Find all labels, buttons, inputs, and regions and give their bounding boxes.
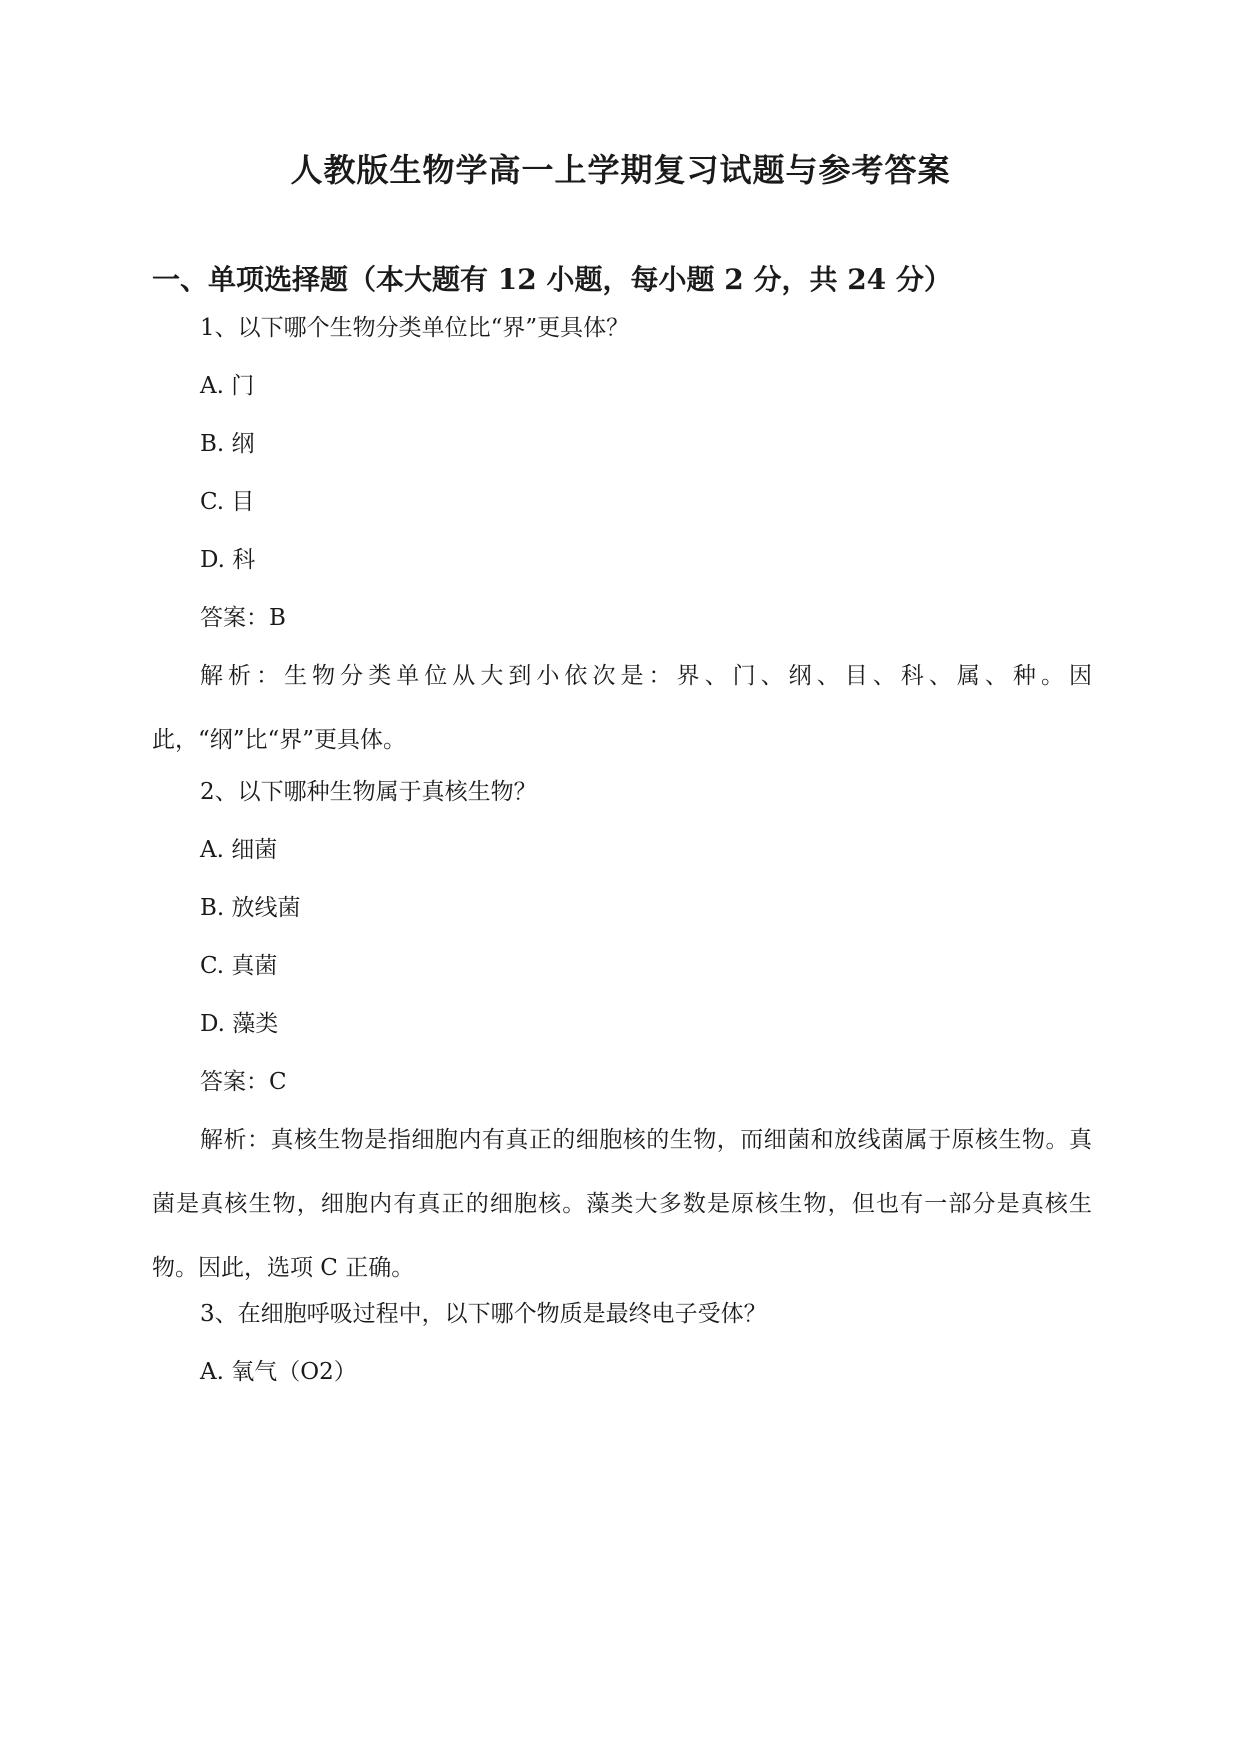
question-1-option-a: A. 门 bbox=[200, 373, 255, 399]
question-2-option-a: A. 细菌 bbox=[200, 837, 278, 863]
question-3-stem: 3、在细胞呼吸过程中，以下哪个物质是最终电子受体？ bbox=[200, 1301, 767, 1327]
question-2-stem: 2、以下哪种生物属于真核生物？ bbox=[200, 779, 537, 805]
question-1-stem: 1、以下哪个生物分类单位比“界”更具体？ bbox=[200, 315, 630, 341]
question-1-answer: 答案：B bbox=[200, 605, 286, 631]
section-heading: 一、单项选择题（本大题有 12 小题，每小题 2 分，共 24 分） bbox=[152, 263, 952, 296]
question-2-analysis: 解析：真核生物是指细胞内有真正的细胞核的生物，而细菌和放线菌属于原核生物。真菌是真核生物，细胞内有真正的细胞核。藻类大多数是原核生物，但也有一部分是真核生物。因此，选项 C 正确。 bbox=[152, 1127, 1092, 1281]
question-2-option-b: B. 放线菌 bbox=[200, 895, 301, 921]
question-2-option-c: C. 真菌 bbox=[200, 953, 278, 979]
question-1-analysis: 解析：生物分类单位从大到小依次是：界、门、纲、目、科、属、种。因此，“纲”比“界”更具体。 bbox=[152, 663, 1092, 753]
question-3-option-a: A. 氧气（O2） bbox=[200, 1359, 357, 1385]
question-2-answer: 答案：C bbox=[200, 1069, 287, 1095]
question-1-option-d: D. 科 bbox=[200, 547, 256, 573]
question-1-option-c: C. 目 bbox=[200, 489, 255, 515]
document-title: 人教版生物学高一上学期复习试题与参考答案 bbox=[290, 151, 951, 189]
question-2-option-d: D. 藻类 bbox=[200, 1011, 279, 1037]
question-1-option-b: B. 纲 bbox=[200, 431, 255, 457]
